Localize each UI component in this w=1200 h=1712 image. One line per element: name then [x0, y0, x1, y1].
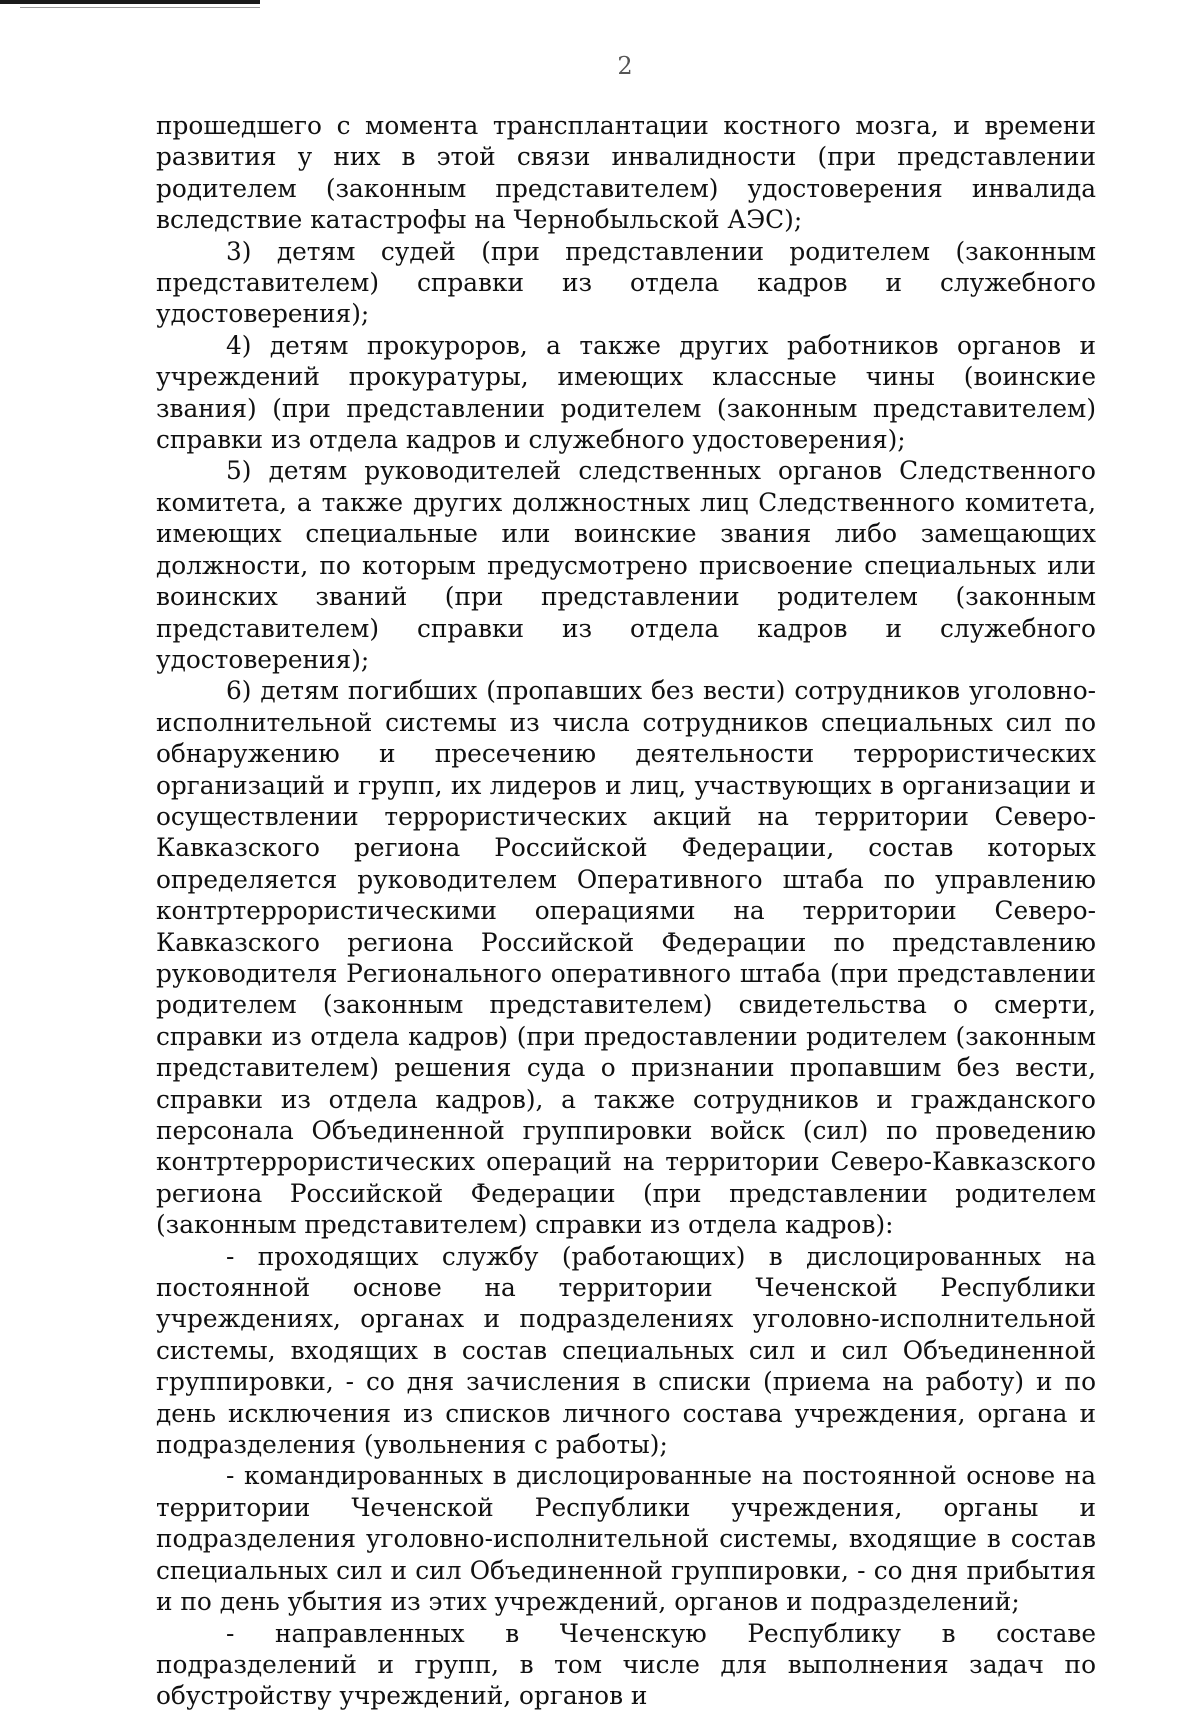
paragraph-dash-3: - направленных в Чеченскую Республику в составе подразделений и групп, в том числе для выполнения задач по обустройству учреждений, органов и: [156, 1618, 1096, 1711]
paragraph-dash-1: - проходящих службу (работающих) в дислоцированных на постоянной основе на территории Чеченской Республики учреждениях, органах и подразделениях уголовно-исполнительной системы, входящих в состав специальных сил и сил Объединенной группировки, - со дня зачисления в списки (приема на работу) и по день исключения из списков личного состава учреждения, органа и подразделения (увольнения с работы);: [156, 1241, 1096, 1460]
paragraph-item-6: 6) детям погибших (пропавших без вести) сотрудников уголовно-исполнительной системы из числа сотрудников специальных сил по обнаружению и пресечению деятельности террористических организаций и групп, их лидеров и лиц, участвующих в организации и осуществлении террористических акций на территории Северо-Кавказского региона Российской Федерации, состав которых определяется руководителем Оперативного штаба по управлению контртеррористическими операциями на территории Северо-Кавказского региона Российской Федерации по представлению руководителя Регионального оперативного штаба (при представлении родителем (законным представителем) свидетельства о смерти, справки из отдела кадров) (при предоставлении родителем (законным представителем) решения суда о признании пропавшим без вести, справки из отдела кадров), а также сотрудников и гражданского персонала Объединенной группировки войск (сил) по проведению контртеррористических операций на территории Северо-Кавказского региона Российской Федерации (при представлении родителем (законным представителем) справки из отдела кадров):: [156, 676, 1096, 1240]
document-body: [156, 110, 1096, 1712]
paragraph-continuation: прошедшего с момента трансплантации костного мозга, и времени развития у них в этой связи инвалидности (при представлении родителем (законным представителем) удостоверения инвалида вследствие катастрофы на Чернобыльской АЭС);: [156, 111, 1096, 235]
scan-edge-line: [20, 7, 260, 8]
paragraph-item-3: 3) детям судей (при представлении родителем (законным представителем) справки из отдела кадров и служебного удостоверения);: [156, 236, 1096, 329]
paragraph-dash-2: - командированных в дислоцированные на постоянной основе на территории Чеченской Республики учреждения, органы и подразделения уголовно-исполнительной системы, входящие в состав специальных сил и сил Объединенной группировки, - со дня прибытия и по день убытия из этих учреждений, органов и подразделений;: [156, 1461, 1096, 1617]
scan-edge-mark: [0, 0, 260, 4]
paragraph-item-4: 4) детям прокуроров, а также других работников органов и учреждений прокуратуры, имеющих классные чины (воинские звания) (при представлении родителем (законным представителем) справки из отдела кадров и служебного удостоверения);: [156, 330, 1096, 455]
paragraph-item-5: 5) детям руководителей следственных органов Следственного комитета, а также других должностных лиц Следственного комитета, имеющих специальные или воинские звания либо замещающих должности, по которым предусмотрено присвоение специальных или воинских званий (при представлении родителем (законным представителем) справки из отдела кадров и служебного удостоверения);: [156, 456, 1096, 674]
page-number: 2: [617, 52, 633, 80]
